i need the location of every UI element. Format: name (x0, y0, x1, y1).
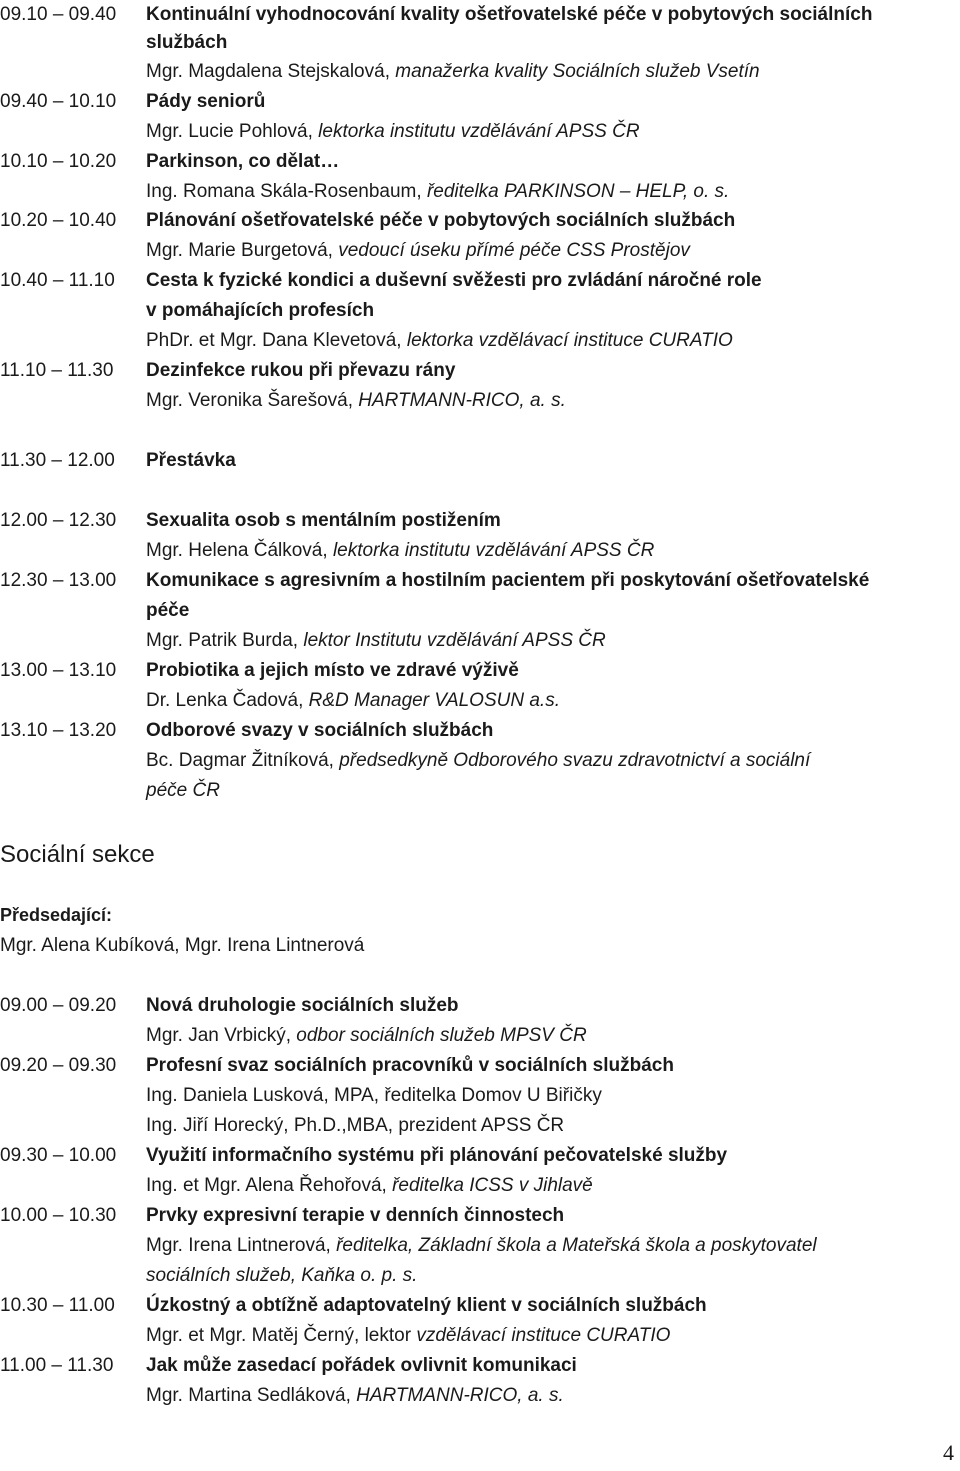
time-slot: 10.00 – 10.30 (0, 1205, 117, 1226)
time-slot: 10.20 – 10.40 (0, 210, 117, 231)
speaker-role: předsedkyně Odborového svazu zdravotnictví a sociální (339, 750, 811, 771)
speaker: Dr. Lenka Čadová, (146, 690, 304, 711)
time-slot: 09.30 – 10.00 (0, 1145, 117, 1166)
speaker: Ing. Romana Skála-Rosenbaum, (146, 181, 422, 202)
talk-title: Cesta k fyzické kondici a duševní svěžesti pro zvládání náročné role (146, 270, 762, 291)
speaker: Ing. Daniela Lusková, MPA, ředitelka Domov U Biřičky (146, 1085, 602, 1106)
time-slot: 10.40 – 11.10 (0, 270, 115, 291)
chairs-label: Předsedající: (0, 905, 113, 925)
talk-title: Sexualita osob s mentálním postižením (146, 510, 501, 531)
speaker-role: lektorka institutu vzdělávání APSS ČR (318, 121, 640, 142)
page-number: 4 (943, 1440, 954, 1465)
speaker: Mgr. Martina Sedláková, (146, 1385, 351, 1406)
speaker: Mgr. Veronika Šarešová, (146, 390, 353, 411)
talk-title: Úzkostný a obtížně adaptovatelný klient v sociálních službách (146, 1295, 707, 1316)
time-slot: 11.00 – 11.30 (0, 1355, 114, 1376)
speaker-role: ředitelka PARKINSON – HELP, o. s. (426, 181, 730, 202)
time-slot: 09.20 – 09.30 (0, 1055, 117, 1076)
speaker-role: odbor sociálních služeb MPSV ČR (296, 1025, 587, 1046)
speaker-role: ředitelka ICSS v Jihlavě (392, 1175, 593, 1196)
time-slot: 13.00 – 13.10 (0, 660, 117, 681)
speaker-role: HARTMANN-RICO, a. s. (356, 1385, 564, 1406)
speaker-role: ředitelka, Základní škola a Mateřská škola a poskytovatel (336, 1235, 817, 1256)
speaker-role: vzdělávací instituce CURATIO (416, 1325, 671, 1346)
speaker-role: lektorka institutu vzdělávání APSS ČR (332, 540, 655, 561)
speaker-role: R&D Manager VALOSUN a.s. (308, 690, 560, 711)
speaker: Mgr. Patrik Burda, (146, 630, 299, 651)
speaker: Mgr. Marie Burgetová, (146, 240, 333, 261)
talk-title: Parkinson, co dělat… (146, 151, 340, 172)
section-title: Sociální sekce (0, 841, 155, 868)
speaker-role: HARTMANN-RICO, a. s. (358, 390, 566, 411)
chairs: Mgr. Alena Kubíková, Mgr. Irena Lintnerová (0, 935, 365, 956)
speaker-role: vedoucí úseku přímé péče CSS Prostějov (338, 240, 690, 261)
talk-title: Plánování ošetřovatelské péče v pobytových sociálních službách (146, 210, 736, 231)
talk-title: Nová druhologie sociálních služeb (146, 995, 459, 1016)
speaker: Bc. Dagmar Žitníková, (146, 750, 334, 771)
talk-title: Využití informačního systému při plánování pečovatelské služby (146, 1145, 728, 1166)
talk-title: Odborové svazy v sociálních službách (146, 720, 494, 741)
speaker: Ing. Jiří Horecký, Ph.D.,MBA, prezident APSS ČR (146, 1115, 565, 1136)
talk-title: Jak může zasedací pořádek ovlivnit komunikaci (146, 1355, 577, 1376)
speaker: Ing. et Mgr. Alena Řehořová, (146, 1175, 387, 1196)
break-title: Přestávka (146, 450, 236, 471)
time-slot: 10.30 – 11.00 (0, 1295, 115, 1316)
talk-title: Prvky expresivní terapie v denních činnostech (146, 1205, 565, 1226)
talk-title: Probiotika a jejich místo ve zdravé výživě (146, 660, 519, 681)
talk-title: Pády seniorů (146, 91, 266, 112)
time-slot: 12.30 – 13.00 (0, 570, 117, 591)
speaker: Mgr. Lucie Pohlová, (146, 121, 313, 142)
time-slot: 10.10 – 10.20 (0, 151, 117, 172)
time-slot: 09.40 – 10.10 (0, 91, 117, 112)
talk-title: Dezinfekce rukou při převazu rány (146, 360, 456, 381)
speaker: Mgr. et Mgr. Matěj Černý, lektor (146, 1325, 412, 1346)
speaker: PhDr. et Mgr. Dana Klevetová, (146, 330, 402, 351)
talk-title: Profesní svaz sociálních pracovníků v sociálních službách (146, 1055, 674, 1076)
talk-title: Komunikace s agresivním a hostilním pacientem při poskytování ošetřovatelské (146, 570, 870, 591)
speaker: Mgr. Helena Čálková, (146, 540, 328, 561)
speaker: Mgr. Irena Lintnerová, (146, 1235, 331, 1256)
time-slot: 09.10 – 09.40 (0, 4, 117, 25)
speaker: Mgr. Jan Vrbický, (146, 1025, 292, 1046)
speaker-role: lektorka vzdělávací instituce CURATIO (406, 330, 733, 351)
speaker-role: lektor Institutu vzdělávání APSS ČR (303, 630, 606, 651)
talk-title: Kontinuální vyhodnocování kvality ošetřovatelské péče v pobytových sociálních (146, 4, 873, 25)
time-slot: 09.00 – 09.20 (0, 995, 117, 1016)
speaker: Mgr. Magdalena Stejskalová, (146, 61, 390, 82)
time-slot: 11.10 – 11.30 (0, 360, 114, 381)
time-slot: 11.30 – 12.00 (0, 450, 115, 471)
speaker-role: manažerka kvality Sociálních služeb Vsetín (395, 61, 760, 82)
time-slot: 12.00 – 12.30 (0, 510, 117, 531)
time-slot: 13.10 – 13.20 (0, 720, 117, 741)
